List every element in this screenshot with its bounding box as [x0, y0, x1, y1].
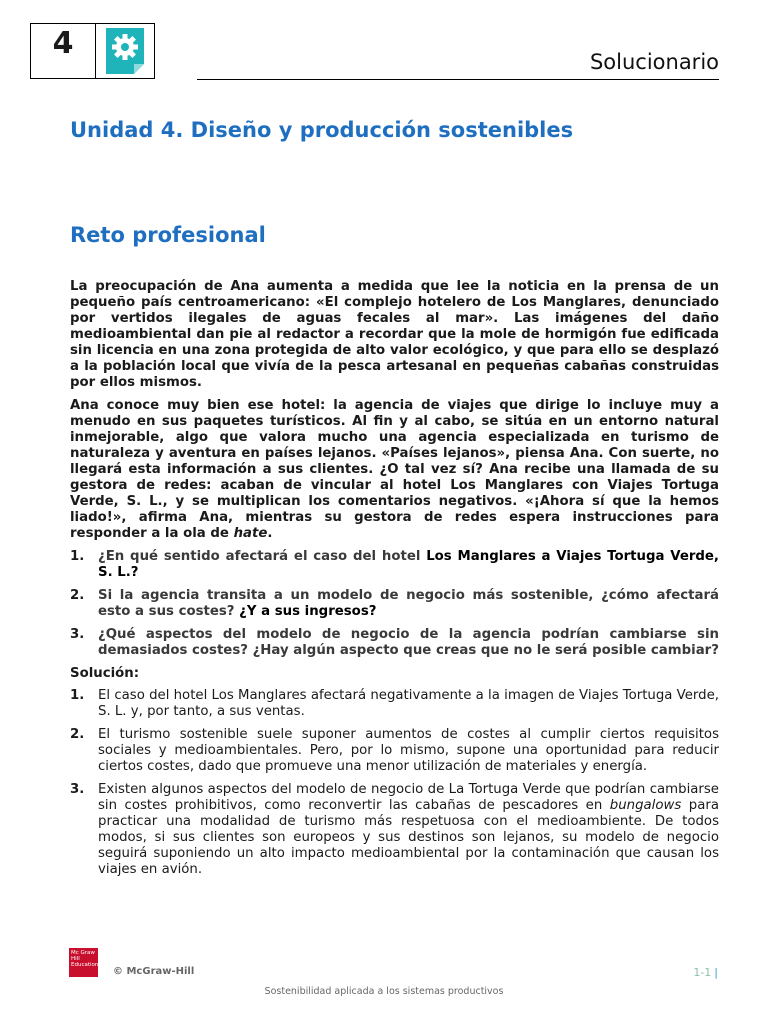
footer-book-title: Sostenibilidad aplicada a los sistemas productivos — [264, 986, 504, 997]
question-text: ¿En qué sentido afectará el caso del hotel — [98, 549, 427, 564]
publisher-logo: Mc Graw Hill Education — [69, 948, 98, 977]
solution-item — [70, 727, 719, 775]
solution-text: El turismo sostenible suele suponer aumentos de costes al cumplir ciertos requisitos sociales y medioambientales. Pero, por lo mismo, supone una oportunidad para reducir ciertos costes, dado que promueve una menor utilización de materiales y energía. — [98, 727, 719, 774]
intro-paragraph-2-text: Ana conoce muy bien ese hotel: la agencia de viajes que dirige lo incluye muy a menudo en sus paquetes turísticos. Al fin y al cabo, se sitúa en un entorno natural inmejorable, algo que valora mucho una agencia especializada en turismo de naturaleza y aventura en países lejanos. «Países lejanos», piensa Ana. Con suerte, no llegará esta información a sus clientes. ¿O tal vez sí? Ana recibe una llamada de su gestora de redes: acaban de vincular al hotel Los Manglares con Viajes Tortuga Verde, S. L., y se multiplican los comentarios negativos. «¡Ahora sí que la hemos liado!», afirma Ana, mientras su gestora de redes espera instrucciones para responder a la ola de — [70, 398, 719, 541]
question-number: 1. — [70, 549, 85, 564]
intro-paragraph-2-end: . — [267, 526, 273, 541]
question-strong: ¿Y a sus ingresos? — [239, 604, 377, 619]
solution-item — [70, 782, 719, 878]
questions-list — [70, 549, 719, 659]
chapter-icon-box — [95, 23, 155, 79]
question-number: 2. — [70, 588, 85, 603]
footer-copyright: © McGraw-Hill — [113, 966, 195, 977]
header-divider — [197, 79, 719, 80]
unit-title: Unidad 4. Diseño y producción sostenibles — [70, 118, 574, 142]
solution-text: El caso del hotel Los Manglares afectará negativamente a la imagen de Viajes Tortuga Verde, S. L. y, por tanto, a sus ventas. — [98, 688, 719, 719]
question-item — [70, 627, 719, 659]
solution-number: 2. — [70, 727, 85, 742]
intro-italic-word: hate — [233, 526, 268, 541]
question-item — [70, 549, 719, 581]
solution-text-continued: para practicar una modalidad de turismo más respetuosa con el medioambiente. De todos modos, si sus clientes son europeos y sus destinos son lejanos, su modelo de negocio seguirá suponiendo un alto impacto medioambiental por la contaminación que causan los viajes en avión. — [98, 798, 720, 877]
header-title: Solucionario — [589, 50, 719, 74]
solution-item — [70, 688, 719, 720]
page-number — [693, 966, 718, 979]
intro-paragraph-1: La preocupación de Ana aumenta a medida que lee la noticia en la prensa de un pequeño país centroamericano: «El complejo hotelero de Los Manglares, denunciado por vertidos ilegales de aguas fecales al mar». Las imágenes del daño medioambiental dan pie al redactor a recordar que la mole de hormigón fue edificada sin licencia en una zona protegida de alto valor ecológico, y que para ello se desplazó a la población local que vivía de la pesca artesanal en pequeñas cabañas construidas por ellos mismos. — [70, 279, 719, 390]
chapter-number: 4 — [30, 23, 96, 79]
solution-number: 1. — [70, 688, 85, 703]
page-number-text: 1-1 — [693, 966, 712, 979]
main-content — [70, 279, 719, 885]
section-title: Reto profesional — [70, 223, 266, 247]
question-strong: Los Manglares a Viajes Tortuga Verde, S. L.? — [98, 549, 719, 580]
page-bar: | — [714, 966, 718, 979]
solutions-list — [70, 688, 719, 878]
question-text: ¿Qué aspectos del modelo de negocio de la agencia podrían cambiarse sin demasiados costes? ¿Hay algún aspecto que creas que no le será posible cambiar? — [98, 627, 719, 658]
question-number: 3. — [70, 627, 85, 642]
solution-italic-word: bungalows — [609, 798, 682, 813]
gear-document-icon — [106, 28, 144, 74]
solution-text: Existen algunos aspectos del modelo de negocio de La Tortuga Verde que podrían cambiarse sin costes prohibitivos, como reconvertir las cabañas de pescadores en — [98, 782, 719, 813]
solution-label: Solución: — [70, 666, 140, 681]
solution-number: 3. — [70, 782, 85, 797]
question-item — [70, 588, 719, 620]
intro-paragraph-2 — [70, 398, 719, 542]
question-text: Si la agencia transita a un modelo de negocio más sostenible, ¿cómo afectará esto a sus costes? — [98, 588, 719, 619]
